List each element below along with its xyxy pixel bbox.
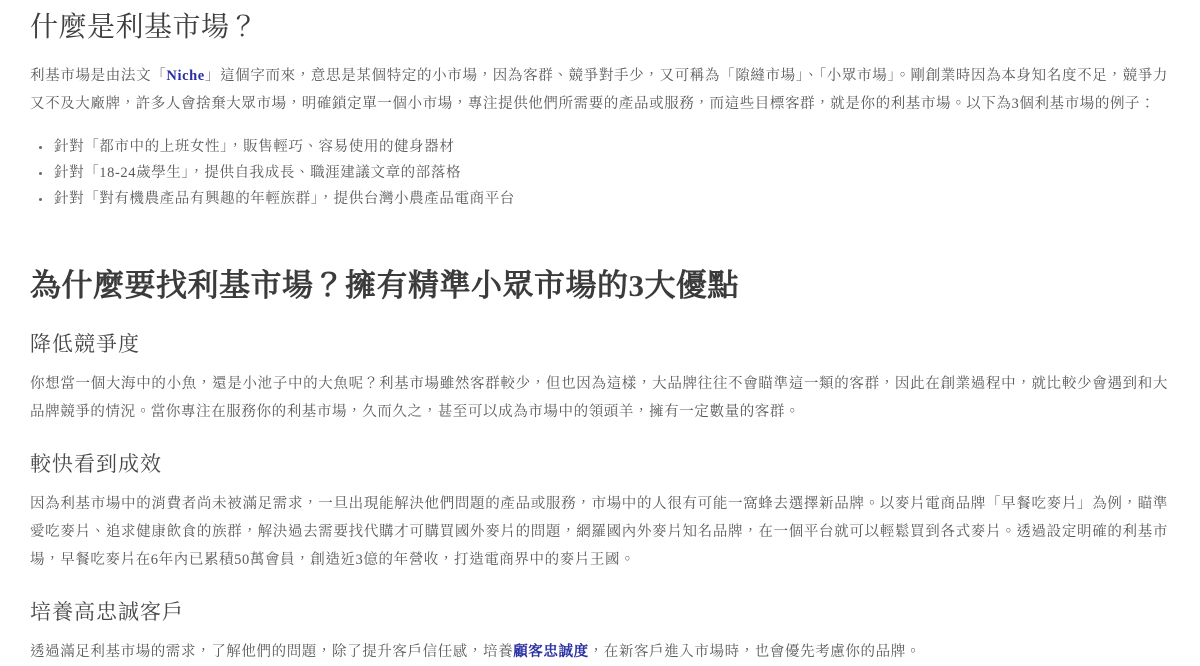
niche-examples-list	[30, 134, 1168, 212]
loyalty-text-before-link: 透過滿足利基市場的需求，了解他們的問題，除了提升客戶信任感，培養	[30, 644, 514, 660]
intro-text-before-link: 利基市場是由法文「	[30, 68, 167, 84]
subsection-heading-lower-competition: 降低競爭度	[30, 332, 140, 356]
intro-text-after-link: 」這個字而來，意思是某個特定的小市場，因為客群、競爭對手少，又可稱為「隙縫市場」、「小眾市場」。剛創業時因為本身知名度不足，競爭力又不及大廠牌，許多人會捨棄大眾市場，明確鎖定單一個小市場，專注提供他們所需要的產品或服務，而這些目標客群，就是你的利基市場。以下為3個利基市場的例子：	[30, 68, 1168, 112]
paragraph-loyal-customers	[30, 638, 1168, 666]
list-item-office-women: • 針對「都市中的上班女性」，販售輕巧、容易使用的健身器材	[52, 134, 1168, 160]
customer-loyalty-link[interactable]: 顧客忠誠度	[513, 644, 589, 660]
list-item-students: • 針對「18-24歲學生」，提供自我成長、職涯建議文章的部落格	[52, 160, 1168, 186]
paragraph-lower-competition: 你想當一個大海中的小魚，還是小池子中的大魚呢？利基市場雖然客群較少，但也因為這樣，大品牌往往不會瞄準這一類的客群，因此在創業過程中，就比較少會遇到和大品牌競爭的情況。當你專注在服務你的利基市場，久而久之，甚至可以成為市場中的領頭羊，擁有一定數量的客群。	[30, 376, 1168, 420]
section-heading-what-is-niche: 什麼是利基市場？	[30, 12, 259, 43]
subsection-heading-faster-results: 較快看到成效	[30, 452, 162, 476]
section-what-is-niche-market	[30, 10, 1168, 212]
niche-term-link[interactable]: Niche	[166, 68, 205, 84]
paragraph-faster-results: 因為利基市場中的消費者尚未被滿足需求，一旦出現能解決他們問題的產品或服務，市場中的人很有可能一窩蜂去選擇新品牌。以麥片電商品牌「早餐吃麥片」為例，瞄準愛吃麥片、追求健康飲食的族群，解決過去需要找代購才可購買國外麥片的問題，網羅國內外麥片知名品牌，在一個平台就可以輕鬆買到各式麥片。透過設定明確的利基市場，早餐吃麥片在6年內已累積50萬會員，創造近3億的年營收，打造電商界中的麥片王國。	[30, 496, 1168, 568]
section-why-find-niche-market	[30, 266, 1168, 666]
loyalty-text-after-link: ，在新客戶進入市場時，也會優先考慮你的品牌。	[588, 644, 921, 660]
section-heading-why-find-niche: 為什麼要找利基市場？擁有精準小眾市場的3大優點	[30, 268, 739, 303]
list-item-organic-produce: • 針對「對有機農產品有興趣的年輕族群」，提供台灣小農產品電商平台	[52, 186, 1168, 212]
subsection-heading-loyal-customers: 培養高忠誠客戶	[30, 600, 184, 624]
intro-paragraph	[30, 62, 1168, 118]
